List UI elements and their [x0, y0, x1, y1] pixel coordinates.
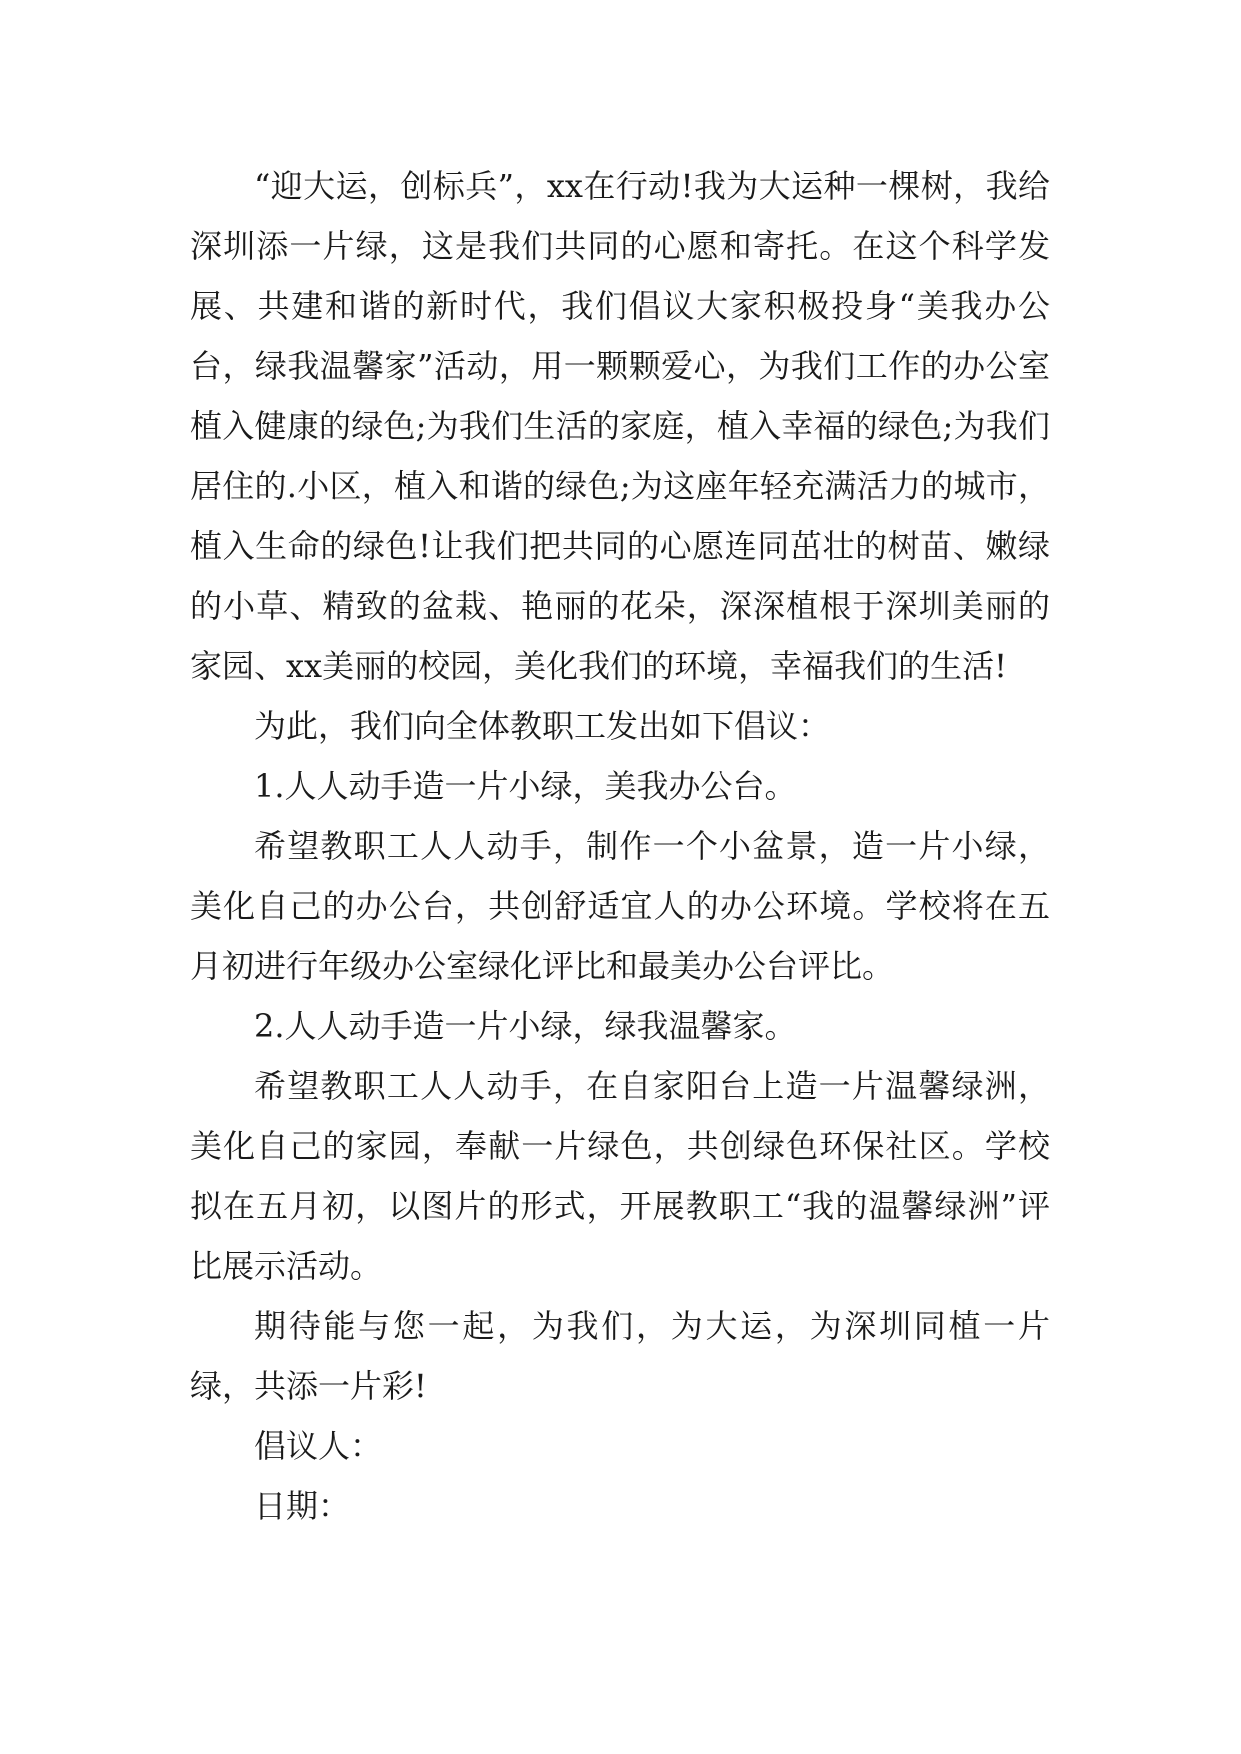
date-label: 日期： — [254, 1487, 351, 1525]
proposer-label: 倡议人： — [254, 1427, 383, 1465]
proposal-lead: 为此，我们向全体教职工发出如下倡议： — [254, 707, 831, 745]
intro-paragraph: “迎大运，创标兵”，xx在行动!我为大运种一棵树，我给深圳添一片绿，这是我们共同的心愿和寄托。在这个科学发展、共建和谐的新时代，我们倡议大家积极投身“美我办公台，绿我温馨家”活动，用一颗颗爱心，为我们工作的办公室植入健康的绿色;为我们生活的家庭，植入幸福的绿色;为我们居住的.小区，植入和谐的绿色;为这座年轻充满活力的城市，植入生命的绿色!让我们把共同的心愿连同茁壮的树苗、嫩绿的小草、精致的盆栽、艳丽的花朵，深深植根于深圳美丽的家园、xx美丽的校园，美化我们的环境，幸福我们的生活! — [190, 167, 1050, 685]
proposal-item-2-heading: 2.人人动手造一片小绿，绿我温馨家。 — [254, 1007, 797, 1045]
proposal-item-2-text: 希望教职工人人动手，在自家阳台上造一片温馨绿洲，美化自己的家园，奉献一片绿色，共创绿色环保社区。学校拟在五月初，以图片的形式，开展教职工“我的温馨绿洲”评比展示活动。 — [190, 1067, 1050, 1285]
proposal-item-1-text: 希望教职工人人动手，制作一个小盆景，造一片小绿，美化自己的办公台，共创舒适宜人的办公环境。学校将在五月初进行年级办公室绿化评比和最美办公台评比。 — [190, 827, 1050, 985]
closing-paragraph: 期待能与您一起，为我们，为大运，为深圳同植一片绿，共添一片彩! — [190, 1307, 1050, 1405]
proposal-item-1-heading: 1.人人动手造一片小绿，美我办公台。 — [254, 767, 797, 805]
document-body — [190, 156, 1050, 1536]
